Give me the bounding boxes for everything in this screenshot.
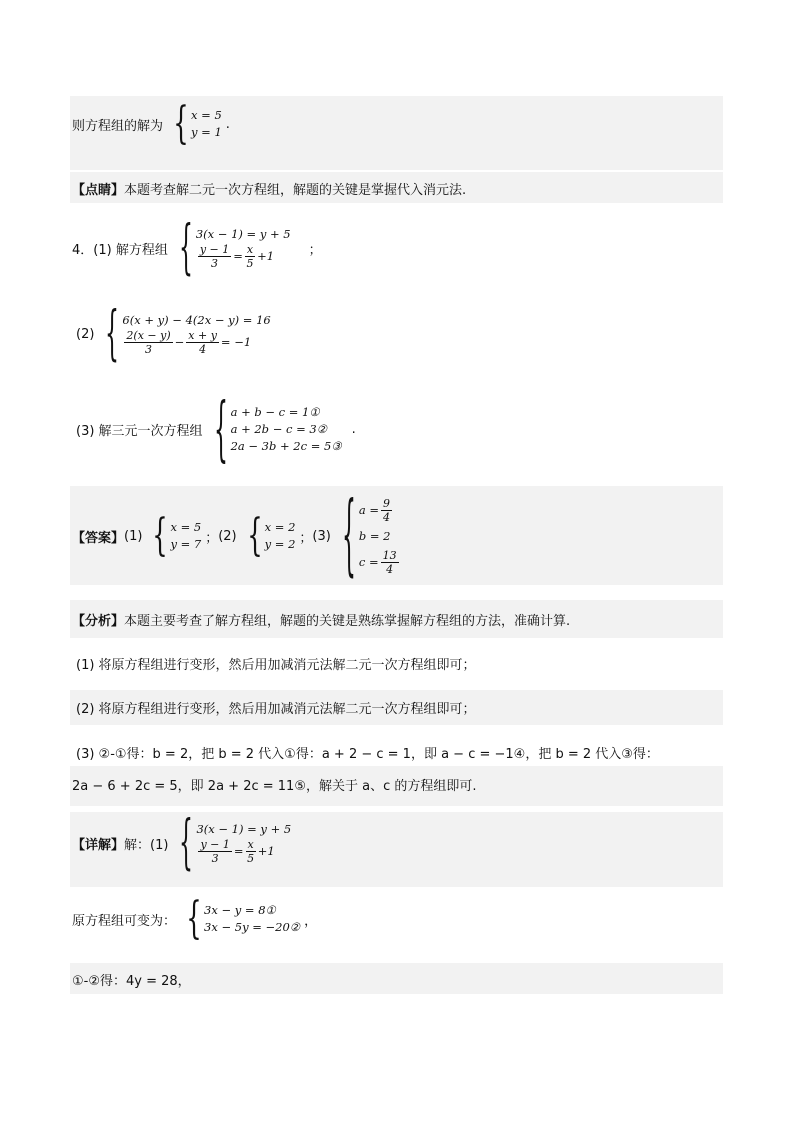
fraction-numerator: x	[247, 838, 254, 851]
system-row: y = 2	[264, 537, 296, 551]
q4-part1-system	[172, 212, 291, 282]
fraction-numerator: y − 1	[199, 243, 230, 256]
fraction-denominator: 5	[246, 257, 254, 270]
answer-label: (3)	[312, 528, 331, 544]
fraction-numerator: 2(x − y)	[126, 329, 171, 342]
fraction-numerator: 9	[383, 496, 390, 510]
dianjing-line	[72, 178, 466, 198]
transform-system	[180, 893, 301, 944]
solution-prefix: 则方程组的解为	[72, 118, 164, 134]
q4-part3-system	[207, 387, 342, 469]
system-row	[196, 243, 291, 270]
system-row: 3x − y = 8①	[204, 903, 276, 917]
equals: =	[233, 249, 243, 263]
fraction-numerator: x	[246, 243, 254, 256]
minus: −	[174, 335, 185, 349]
fraction-denominator: 3	[211, 257, 219, 270]
analysis-text: 本题主要考查了解方程组，解题的关键是熟练掌握解方程组的方法，准确计算.	[124, 613, 571, 629]
separator: ；	[205, 530, 219, 546]
q4-part2-prefix: (2)	[76, 326, 95, 342]
suffix: ，	[304, 913, 318, 929]
system-row: x = 5	[170, 520, 202, 534]
left-brace: {	[341, 484, 356, 586]
left-brace: {	[246, 510, 263, 561]
answer3-system	[335, 484, 401, 586]
term: a =	[358, 503, 379, 517]
fraction-denominator: 4	[383, 510, 390, 524]
q4-part3-prefix: (3) 解三元一次方程组	[76, 423, 203, 439]
analysis-step-text: 2a − 6 + 2c = 5，即 2a + 2c = 11⑤，解关于 a、c 的方程组即可.	[72, 778, 477, 794]
suffix: ；	[308, 242, 322, 258]
system-row: 3(x − 1) = y + 5	[196, 822, 292, 836]
system-row: y = 7	[170, 537, 202, 551]
system-row: 2a − 3b + 2c = 5③	[230, 438, 342, 453]
system-row: 3x − 5y = −20②	[204, 920, 301, 934]
analysis-step-text: (2) 将原方程组进行变形，然后用加减消元法解二元一次方程组即可；	[76, 701, 476, 717]
transform-prefix: 原方程组可变为：	[72, 913, 177, 929]
system-row	[122, 329, 270, 356]
q4-part1-prefix: 4．(1) 解方程组	[72, 242, 168, 258]
answer-line	[72, 484, 405, 586]
analysis-step-4	[72, 774, 476, 794]
system-row: a + b − c = 1①	[230, 404, 320, 419]
term: +1	[257, 844, 275, 858]
answer-tag: 【答案】	[72, 530, 125, 546]
detail-tag: 【详解】	[72, 837, 125, 853]
analysis-step-3	[76, 742, 659, 762]
analysis-tag: 【分析】	[72, 613, 125, 629]
equals: =	[233, 844, 244, 858]
answer2-system	[241, 510, 296, 561]
q4-part3	[76, 387, 356, 469]
analysis-step-1	[76, 653, 476, 673]
step-text: ①-②得：4y = 28，	[72, 973, 191, 989]
term: = −1	[220, 335, 252, 349]
system-row	[196, 838, 291, 865]
left-brace: {	[179, 807, 194, 877]
answer-label: (2)	[218, 528, 237, 544]
q4-part2-system	[98, 298, 271, 368]
detail-lead: 解：(1)	[124, 837, 169, 853]
term: +1	[257, 249, 275, 263]
answer1-system	[146, 510, 202, 561]
system-row: b = 2	[358, 529, 391, 543]
term: c =	[358, 555, 379, 569]
answer-label: (1)	[124, 528, 143, 544]
system-row: x = 2	[264, 520, 296, 534]
analysis-step-2	[76, 697, 476, 717]
separator: ；	[299, 530, 313, 546]
left-brace: {	[186, 893, 202, 944]
fraction-numerator: y − 1	[200, 838, 230, 851]
transform-line	[72, 893, 318, 944]
detail-line	[72, 807, 295, 877]
q4-part2	[76, 298, 275, 368]
left-brace: {	[173, 98, 189, 149]
system-row	[359, 495, 401, 525]
fraction-denominator: 3	[145, 343, 153, 356]
fraction-numerator: 13	[382, 548, 397, 562]
solution-system	[167, 98, 222, 149]
analysis-step-text: (3) ②-①得：b = 2，把 b = 2 代入①得：a + 2 − c = 1，即 a − c = −1④，把 b = 2 代入③得：	[76, 746, 659, 762]
detail-system	[172, 807, 292, 877]
suffix: .	[225, 116, 230, 132]
fraction-denominator: 5	[247, 852, 255, 865]
q4-part1	[72, 212, 322, 282]
fraction-denominator: 4	[199, 343, 207, 356]
left-brace: {	[105, 298, 120, 368]
fraction-numerator: x + y	[188, 329, 217, 342]
system-row: y = 1	[191, 125, 222, 139]
system-row: x = 5	[191, 108, 222, 122]
system-row	[359, 547, 401, 577]
suffix: .	[351, 421, 356, 437]
analysis-step-text: (1) 将原方程组进行变形，然后用加减消元法解二元一次方程组即可；	[76, 657, 476, 673]
left-brace: {	[213, 387, 228, 469]
system-row: 3(x − 1) = y + 5	[195, 227, 291, 241]
analysis-line	[72, 609, 570, 629]
dianjing-tag: 【点睛】	[72, 182, 125, 198]
left-brace: {	[152, 510, 169, 561]
fraction-denominator: 4	[386, 562, 394, 576]
system-row: 6(x + y) − 4(2x − y) = 16	[122, 313, 271, 327]
left-brace: {	[178, 212, 193, 282]
solution-line	[72, 98, 230, 149]
step-line	[72, 969, 191, 989]
fraction-denominator: 3	[211, 852, 219, 865]
system-row: a + 2b − c = 3②	[230, 421, 328, 436]
dianjing-text: 本题考查解二元一次方程组，解题的关键是掌握代入消元法.	[124, 182, 467, 198]
